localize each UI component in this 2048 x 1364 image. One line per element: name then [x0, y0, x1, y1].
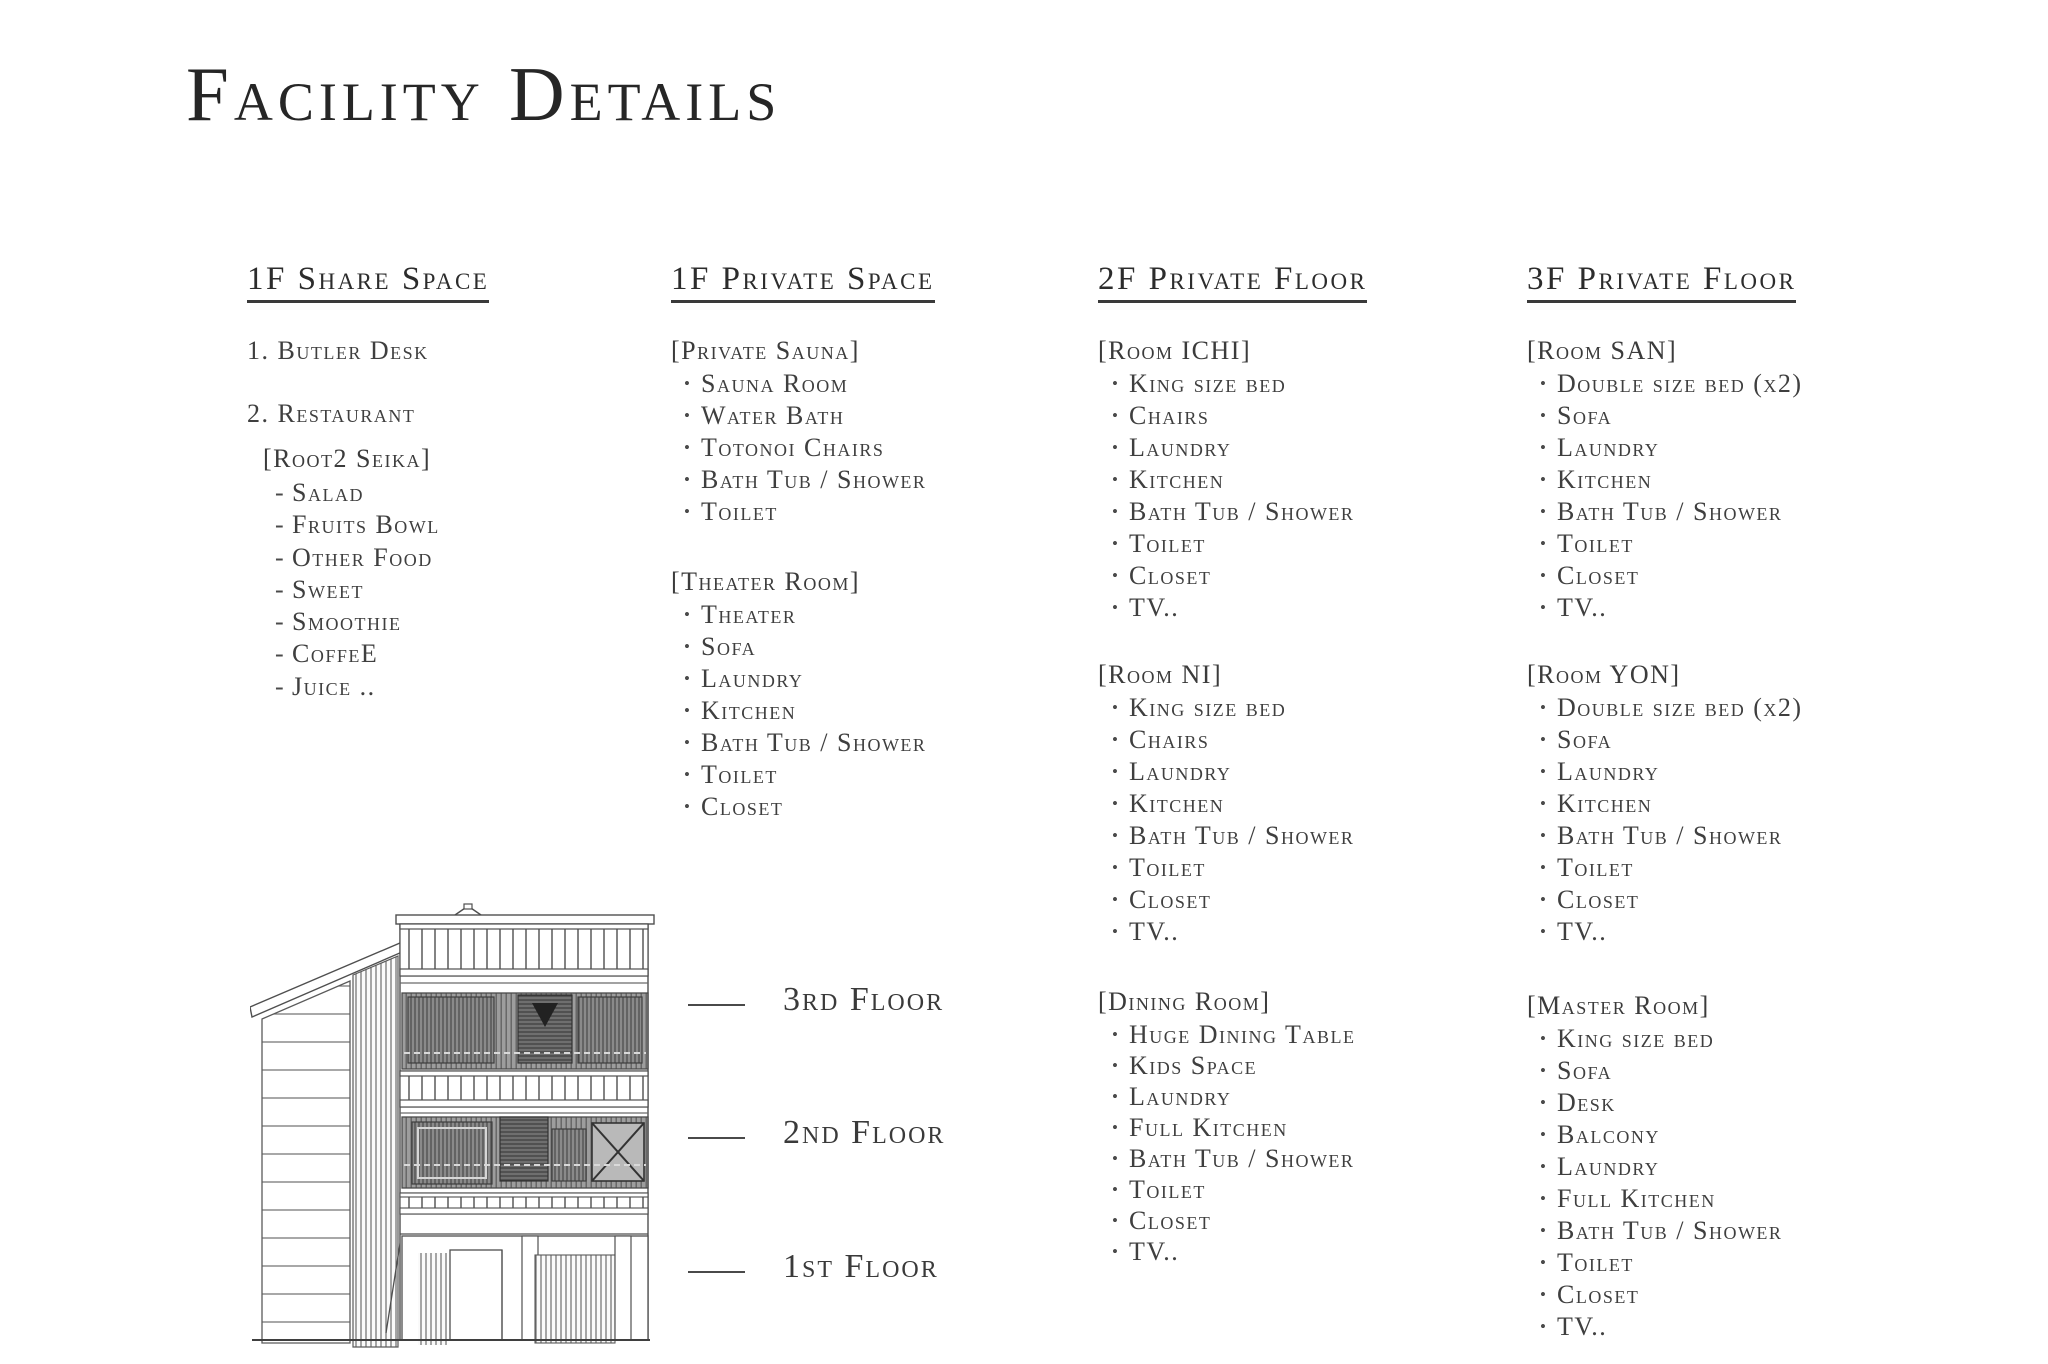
section-header: [Dining Room] — [1098, 987, 1271, 1016]
list-item-label: Bath Tub / Shower — [1557, 821, 1783, 850]
bullet-marker: • — [1112, 1025, 1120, 1044]
bullet-marker: • — [1112, 502, 1120, 521]
dash-marker: - — [275, 510, 286, 540]
list-item-label: Closet — [1557, 1280, 1640, 1309]
list-item-label: Balcony — [1557, 1120, 1660, 1149]
list-item-label: Sauna Room — [701, 369, 849, 398]
list-item — [1540, 1247, 1782, 1279]
bullet-marker: • — [1540, 438, 1548, 457]
list-item — [1112, 496, 1354, 528]
list-item-label: King size bed — [1557, 1024, 1715, 1053]
list-item — [684, 759, 926, 791]
list-item — [1112, 788, 1354, 820]
list-item-label: Laundry — [701, 664, 804, 693]
list-item-label: Theater — [701, 600, 797, 629]
bullet-marker: • — [1112, 1056, 1120, 1075]
list-item — [684, 663, 926, 695]
list-item-label: Toilet — [1129, 853, 1206, 882]
floor-label-3rd: 3rd Floor — [783, 981, 945, 1018]
list-item-label: TV.. — [1557, 917, 1608, 946]
list-item-label: TV.. — [1129, 917, 1180, 946]
list-item-label: Bath Tub / Shower — [1557, 497, 1783, 526]
list-item-label: Other Food — [292, 542, 433, 572]
list-item — [1112, 1081, 1355, 1112]
bullet-marker: • — [1112, 406, 1120, 425]
list-item-label: Huge Dining Table — [1129, 1020, 1356, 1049]
list-item-label: Toilet — [1557, 529, 1634, 558]
floor-leader-line-1st — [688, 1271, 745, 1273]
list-item-label: Chairs — [1129, 401, 1210, 430]
bullet-marker: • — [1540, 794, 1548, 813]
list-item — [1112, 1050, 1355, 1081]
section-items — [1540, 692, 1803, 948]
bullet-marker: • — [1540, 1125, 1548, 1144]
bullet-marker: • — [1540, 374, 1548, 393]
section-items — [1540, 1023, 1782, 1343]
bullet-marker: • — [1540, 826, 1548, 845]
list-item — [1112, 368, 1354, 400]
list-item — [275, 509, 440, 541]
list-item-label: Laundry — [1129, 1082, 1232, 1111]
bullet-marker: • — [1112, 1242, 1120, 1261]
bullet-marker: • — [684, 669, 692, 688]
column-heading: 1F Private Space — [671, 261, 935, 303]
bullet-marker: • — [1540, 566, 1548, 585]
bullet-marker: • — [684, 701, 692, 720]
list-item — [684, 631, 926, 663]
list-item-label: Bath Tub / Shower — [1129, 1144, 1355, 1173]
bullet-marker: • — [684, 733, 692, 752]
bullet-marker: • — [684, 438, 692, 457]
list-item — [1540, 400, 1803, 432]
column-heading: 2F Private Floor — [1098, 261, 1367, 303]
building-elevation-drawing — [250, 903, 662, 1355]
bullet-marker: • — [1540, 534, 1548, 553]
bullet-marker: • — [1112, 534, 1120, 553]
floor-label-2nd: 2nd Floor — [783, 1114, 946, 1151]
list-item-label: Laundry — [1129, 433, 1232, 462]
list-item — [1112, 432, 1354, 464]
list-item — [1540, 592, 1803, 624]
list-item-label: Double size bed (x2) — [1557, 693, 1803, 722]
list-item-label: TV.. — [1557, 593, 1608, 622]
list-item — [275, 671, 440, 703]
list-item-label: Full Kitchen — [1557, 1184, 1716, 1213]
section-header: [Root2 Seika] — [263, 444, 432, 473]
bullet-marker: • — [1540, 406, 1548, 425]
section-header: [Theater Room] — [671, 567, 861, 596]
bullet-marker: • — [1540, 1285, 1548, 1304]
list-item — [1112, 1143, 1355, 1174]
list-item-label: Full Kitchen — [1129, 1113, 1288, 1142]
building-elevation-svg — [250, 903, 662, 1355]
list-item-label: Kitchen — [701, 696, 797, 725]
bullet-marker: • — [1112, 1118, 1120, 1137]
list-item — [275, 477, 440, 509]
list-item-label: Sofa — [1557, 725, 1613, 754]
bullet-marker: • — [1540, 858, 1548, 877]
bullet-marker: • — [1540, 730, 1548, 749]
list-item — [1112, 560, 1354, 592]
list-item-label: CoffeE — [292, 639, 379, 669]
list-item — [1540, 1087, 1782, 1119]
section-items — [275, 477, 440, 703]
list-item-label: Salad — [292, 478, 364, 507]
list-item — [1112, 852, 1354, 884]
list-item-label: Sofa — [1557, 1056, 1613, 1085]
list-item — [684, 400, 926, 432]
bullet-marker: • — [1112, 598, 1120, 617]
dash-marker: - — [275, 639, 286, 669]
list-item — [1112, 884, 1354, 916]
list-item-label: Desk — [1557, 1088, 1616, 1117]
list-item-label: Kitchen — [1129, 465, 1225, 494]
bullet-marker: • — [1540, 470, 1548, 489]
section-header: [Room NI] — [1098, 660, 1223, 689]
list-item — [1540, 1055, 1782, 1087]
dash-marker: - — [275, 542, 286, 572]
bullet-marker: • — [1540, 1221, 1548, 1240]
list-item — [684, 695, 926, 727]
page-title: Facility Details — [186, 51, 782, 137]
list-item — [1540, 1311, 1782, 1343]
numbered-item: 1. Butler Desk — [247, 336, 429, 365]
list-item — [275, 574, 440, 606]
list-item — [1112, 1019, 1355, 1050]
bullet-marker: • — [1540, 1157, 1548, 1176]
bullet-marker: • — [1112, 826, 1120, 845]
list-item — [1540, 1023, 1782, 1055]
list-item-label: Kids Space — [1129, 1051, 1258, 1080]
list-item — [1540, 1183, 1782, 1215]
list-item-label: Bath Tub / Shower — [701, 465, 927, 494]
list-item-label: Closet — [1129, 885, 1212, 914]
list-item — [275, 638, 440, 670]
list-item-label: Sofa — [701, 632, 757, 661]
list-item — [684, 599, 926, 631]
bullet-marker: • — [1540, 502, 1548, 521]
section-header: [Room YON] — [1527, 660, 1681, 689]
list-item-label: Double size bed (x2) — [1557, 369, 1803, 398]
list-item-label: Bath Tub / Shower — [1129, 497, 1355, 526]
list-item — [1540, 692, 1803, 724]
section-header: [Master Room] — [1527, 991, 1710, 1020]
list-item-label: Closet — [1557, 885, 1640, 914]
list-item — [1540, 1151, 1782, 1183]
bullet-marker: • — [1112, 374, 1120, 393]
column-2 — [671, 0, 1151, 1364]
list-item — [1112, 1236, 1355, 1267]
bullet-marker: • — [1112, 890, 1120, 909]
list-item — [1540, 528, 1803, 560]
list-item-label: Laundry — [1557, 757, 1660, 786]
list-item-label: Toilet — [1557, 1248, 1634, 1277]
section-items — [1112, 1019, 1355, 1267]
list-item — [684, 496, 926, 528]
list-item — [1540, 756, 1803, 788]
list-item — [1540, 432, 1803, 464]
bullet-marker: • — [1112, 1149, 1120, 1168]
bullet-marker: • — [1112, 438, 1120, 457]
list-item-label: Closet — [1557, 561, 1640, 590]
bullet-marker: • — [1112, 730, 1120, 749]
column-heading: 1F Share Space — [247, 261, 489, 303]
bullet-marker: • — [684, 406, 692, 425]
list-item — [1540, 1279, 1782, 1311]
column-3 — [1098, 0, 1578, 1364]
bullet-marker: • — [1112, 922, 1120, 941]
list-item-label: Smoothie — [292, 607, 402, 637]
list-item-label: Sofa — [1557, 401, 1613, 430]
bullet-marker: • — [684, 765, 692, 784]
dash-marker: - — [275, 671, 286, 701]
list-item-label: Totonoi Chairs — [701, 433, 885, 462]
bullet-marker: • — [1540, 922, 1548, 941]
section-items — [1112, 692, 1354, 948]
list-item-label: Bath Tub / Shower — [1557, 1216, 1783, 1245]
list-item — [684, 727, 926, 759]
list-item — [1540, 560, 1803, 592]
bullet-marker: • — [1112, 1180, 1120, 1199]
list-item-label: TV.. — [1557, 1312, 1608, 1341]
list-item — [1112, 692, 1354, 724]
list-item — [1112, 528, 1354, 560]
list-item — [1540, 1119, 1782, 1151]
list-item — [1112, 400, 1354, 432]
list-item-label: Toilet — [1557, 853, 1634, 882]
floor-leader-line-2nd — [688, 1137, 745, 1139]
list-item-label: Kitchen — [1557, 789, 1653, 818]
list-item — [1112, 756, 1354, 788]
bullet-marker: • — [1112, 566, 1120, 585]
column-4 — [1527, 0, 2007, 1364]
bullet-marker: • — [684, 470, 692, 489]
list-item-label: TV.. — [1129, 1237, 1180, 1266]
bullet-marker: • — [1112, 1087, 1120, 1106]
list-item-label: Laundry — [1557, 1152, 1660, 1181]
list-item — [1540, 464, 1803, 496]
list-item — [1540, 496, 1803, 528]
dash-marker: - — [275, 607, 286, 637]
list-item — [1112, 464, 1354, 496]
list-item-label: Closet — [701, 792, 784, 821]
list-item — [1112, 1174, 1355, 1205]
bullet-marker: • — [1540, 1253, 1548, 1272]
list-item — [1540, 884, 1803, 916]
list-item-label: Laundry — [1557, 433, 1660, 462]
list-item-label: Closet — [1129, 1206, 1212, 1235]
section-header: [Room SAN] — [1527, 336, 1678, 365]
floor-leader-line-3rd — [688, 1004, 745, 1006]
list-item — [1540, 1215, 1782, 1247]
list-item — [1112, 820, 1354, 852]
list-item-label: Bath Tub / Shower — [701, 728, 927, 757]
bullet-marker: • — [684, 605, 692, 624]
bullet-marker: • — [684, 797, 692, 816]
list-item — [1112, 1205, 1355, 1236]
section-header: [Room ICHI] — [1098, 336, 1252, 365]
list-item — [1540, 788, 1803, 820]
bullet-marker: • — [1112, 470, 1120, 489]
list-item-label: Toilet — [1129, 1175, 1206, 1204]
list-item-label: Sweet — [292, 574, 364, 604]
list-item-label: Toilet — [1129, 529, 1206, 558]
list-item-label: Kitchen — [1129, 789, 1225, 818]
bullet-marker: • — [684, 502, 692, 521]
list-item-label: Fruits Bowl — [292, 510, 440, 540]
bullet-marker: • — [684, 637, 692, 656]
bullet-marker: • — [1112, 762, 1120, 781]
list-item-label: Bath Tub / Shower — [1129, 821, 1355, 850]
bullet-marker: • — [1112, 794, 1120, 813]
bullet-marker: • — [1112, 1211, 1120, 1230]
section-items — [1112, 368, 1354, 624]
list-item — [275, 542, 440, 574]
list-item-label: Toilet — [701, 760, 778, 789]
bullet-marker: • — [1540, 1189, 1548, 1208]
bullet-marker: • — [1540, 762, 1548, 781]
bullet-marker: • — [1540, 698, 1548, 717]
dash-marker: - — [275, 574, 286, 604]
list-item-label: Water Bath — [701, 401, 845, 430]
section-header: [Private Sauna] — [671, 336, 860, 365]
list-item-label: Toilet — [701, 497, 778, 526]
list-item-label: Chairs — [1129, 725, 1210, 754]
bullet-marker: • — [1540, 890, 1548, 909]
list-item — [1540, 724, 1803, 756]
bullet-marker: • — [684, 374, 692, 393]
section-items — [684, 368, 926, 528]
list-item-label: Juice .. — [292, 671, 376, 701]
list-item-label: Laundry — [1129, 757, 1232, 786]
list-item-label: Kitchen — [1557, 465, 1653, 494]
list-item — [1540, 852, 1803, 884]
bullet-marker: • — [1540, 1317, 1548, 1336]
list-item — [684, 791, 926, 823]
list-item — [1112, 916, 1354, 948]
list-item — [1112, 724, 1354, 756]
floor-label-1st: 1st Floor — [783, 1248, 939, 1285]
section-items — [1540, 368, 1803, 624]
list-item — [1112, 592, 1354, 624]
bullet-marker: • — [1112, 698, 1120, 717]
bullet-marker: • — [1540, 598, 1548, 617]
list-item — [1540, 820, 1803, 852]
list-item-label: King size bed — [1129, 369, 1287, 398]
bullet-marker: • — [1540, 1029, 1548, 1048]
bullet-marker: • — [1112, 858, 1120, 877]
list-item-label: TV.. — [1129, 593, 1180, 622]
bullet-marker: • — [1540, 1061, 1548, 1080]
list-item — [684, 464, 926, 496]
bullet-marker: • — [1540, 1093, 1548, 1112]
list-item — [684, 368, 926, 400]
dash-marker: - — [275, 478, 286, 507]
section-items — [684, 599, 926, 823]
list-item — [1112, 1112, 1355, 1143]
list-item-label: Closet — [1129, 561, 1212, 590]
numbered-item: 2. Restaurant — [247, 399, 416, 428]
list-item-label: King size bed — [1129, 693, 1287, 722]
list-item — [275, 606, 440, 638]
list-item — [1540, 916, 1803, 948]
list-item — [684, 432, 926, 464]
column-heading: 3F Private Floor — [1527, 261, 1796, 303]
list-item — [1540, 368, 1803, 400]
